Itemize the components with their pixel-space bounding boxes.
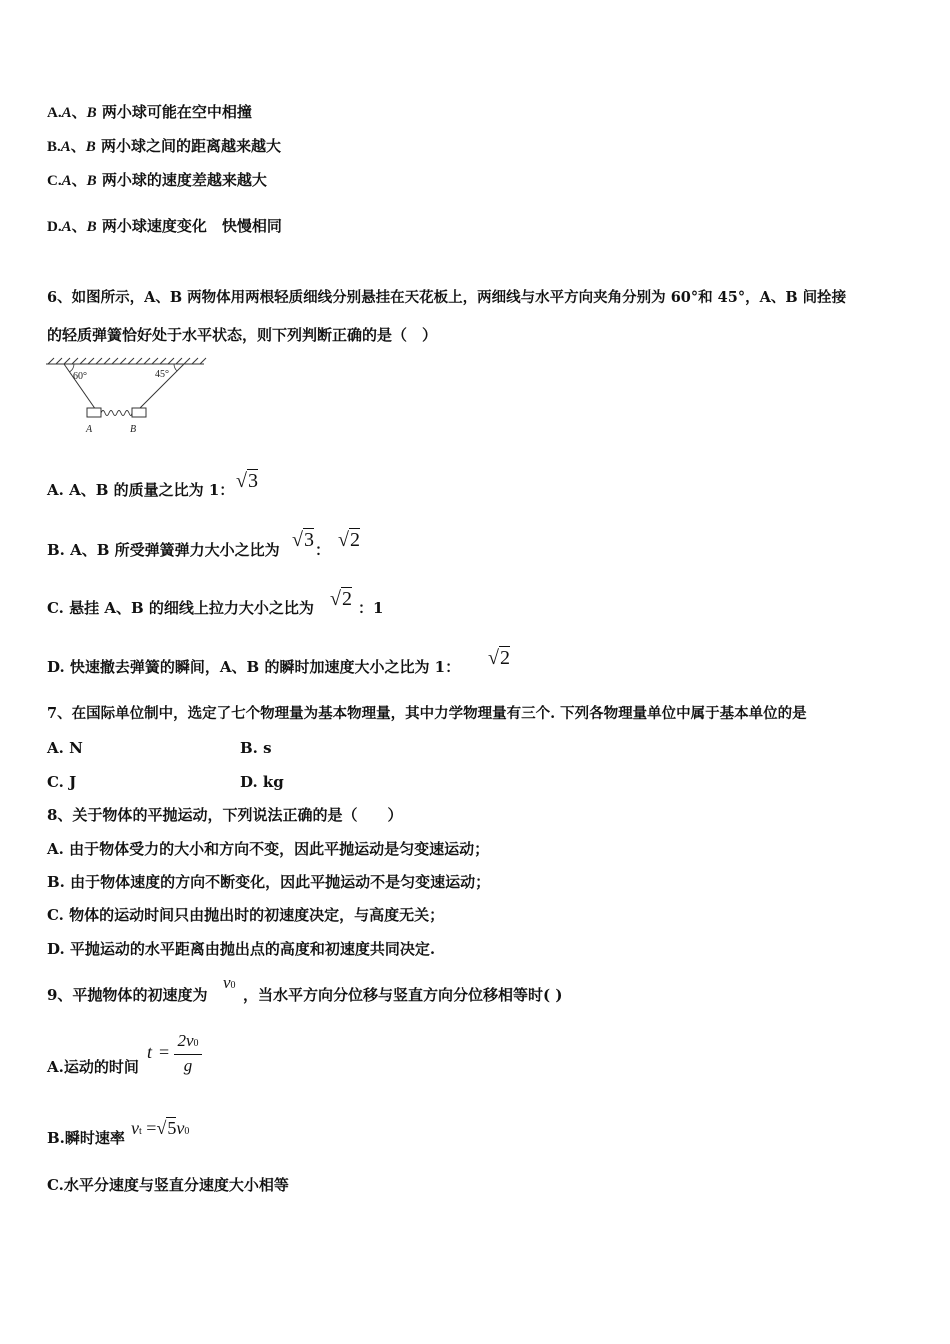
q6-option-d: D. 快速撤去弹簧的瞬间，A、B 的瞬时加速度大小之比为 1： xyxy=(47,658,461,676)
q6-option-a-sqrt: √3 xyxy=(236,470,258,492)
q7-option-d: D. kg xyxy=(240,773,284,791)
block-b xyxy=(132,408,146,417)
label-a: A xyxy=(86,424,93,435)
fraction-numerator: 2v0 xyxy=(174,1031,202,1055)
angle-arc-right xyxy=(174,364,177,371)
q6-option-b-sqrt1: √3 xyxy=(292,529,314,551)
q9-option-b-expr: vt =√5v0 xyxy=(131,1118,190,1138)
q8-option-c: C. 物体的运动时间只由抛出时的初速度决定，与高度无关； xyxy=(47,906,445,924)
q6-option-c: C. 悬挂 A、B 的细线上拉力大小之比为 xyxy=(47,599,314,617)
q5-option-a: A.A、B 两小球可能在空中相撞 xyxy=(47,103,252,121)
fraction-denominator: g xyxy=(183,1056,193,1075)
q6-option-b-colon: ： xyxy=(315,541,331,559)
q7-option-c: C. J xyxy=(47,773,77,791)
q6-option-b: B. A、B 所受弹簧弹力大小之比为 xyxy=(47,541,280,559)
q7-option-b: B. s xyxy=(240,739,272,757)
q6-option-c-sqrt: √2 xyxy=(330,588,352,610)
q6-stem-line1: 6、如图所示，A、B 两物体用两根轻质细线分别悬挂在天花板上，两细线与水平方向夹角分别为 60°和 45°，A、B 间拴接 xyxy=(47,289,847,306)
q9-v0: v0 xyxy=(223,973,236,992)
q8-stem: 8、关于物体的平抛运动，下列说法正确的是（ ） xyxy=(47,806,403,824)
q9-option-b-label: B.瞬时速率 xyxy=(47,1129,125,1147)
q6-option-b-sqrt2: √2 xyxy=(338,529,360,551)
q9-stem-after: ，当水平方向分位移与竖直方向分位移相等时( ) xyxy=(243,986,563,1004)
q6-option-d-sqrt: √2 xyxy=(488,647,510,669)
angle-label-left: 60° xyxy=(73,371,87,382)
q8-option-a: A. 由于物体受力的大小和方向不变，因此平抛运动是匀变速运动； xyxy=(47,840,490,858)
q6-option-a: A. A、B 的质量之比为 1： xyxy=(47,481,235,499)
q5-option-b: B.A、B 两小球之间的距离越来越大 xyxy=(47,137,282,155)
q5-option-d: D.A、B 两小球速度变化 快慢相同 xyxy=(47,217,282,235)
q5-option-c: C.A、B 两小球的速度差越来越大 xyxy=(47,171,267,189)
angle-label-right: 45° xyxy=(155,369,169,380)
q9-option-a-t: t xyxy=(147,1042,153,1062)
q9-option-a-label: A.运动的时间 xyxy=(47,1058,139,1076)
spring xyxy=(101,411,132,416)
block-a xyxy=(87,408,101,417)
q6-figure xyxy=(44,356,214,436)
q9-option-c-label: C.水平分速度与竖直分速度大小相等 xyxy=(47,1176,289,1194)
q9-option-a-fraction xyxy=(174,1031,202,1077)
q6-stem-line2: 的轻质弹簧恰好处于水平状态，则下列判断正确的是（ ） xyxy=(47,326,438,344)
q8-option-b: B. 由于物体速度的方向不断变化，因此平抛运动不是匀变速运动； xyxy=(47,873,491,891)
label-b: B xyxy=(130,424,137,435)
q7-stem: 7、在国际单位制中，选定了七个物理量为基本物理量，其中力学物理量有三个. 下列各物理量单位中属于基本单位的是 xyxy=(47,705,807,722)
q6-option-c-tail: ：1 xyxy=(358,599,384,617)
q9-option-a-eq: = xyxy=(159,1042,170,1062)
ceiling-hatch xyxy=(46,358,206,364)
q8-option-d: D. 平抛运动的水平距离由抛出点的高度和初速度共同决定. xyxy=(47,940,436,958)
q9-stem-before: 9、平抛物体的初速度为 xyxy=(47,986,208,1004)
q7-option-a: A. N xyxy=(47,739,83,757)
